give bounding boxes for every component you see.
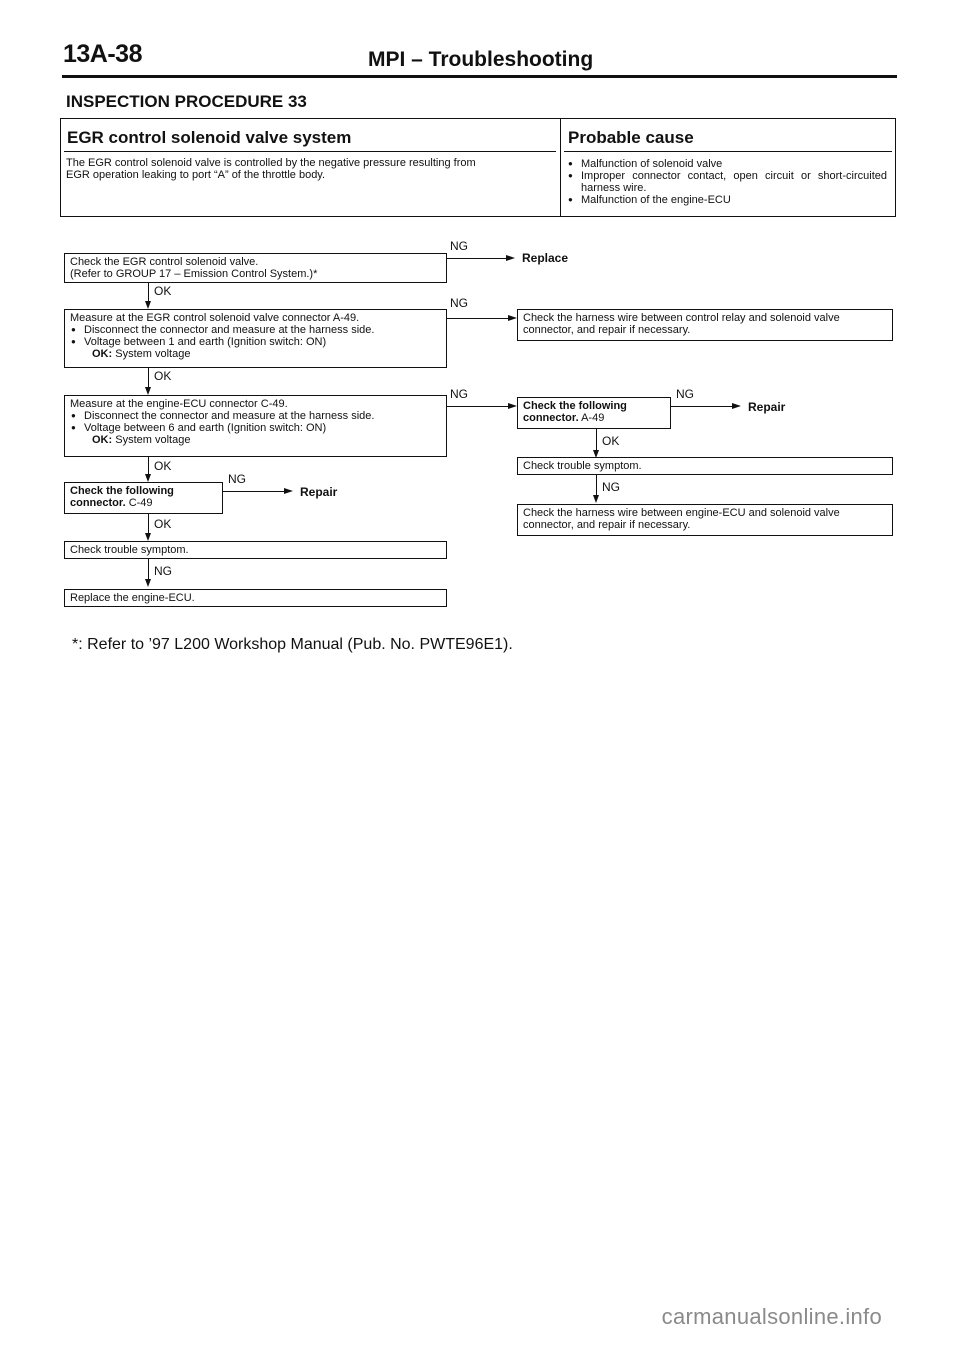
right-final-line1: Check the harness wire between engine-ECU and solenoid valve [523, 507, 840, 519]
step1-ng-result: Replace [522, 251, 569, 265]
step4-ok-connector [148, 514, 149, 534]
page-title: MPI – Troubleshooting [368, 48, 594, 71]
system-description [66, 157, 556, 181]
step4-line1 [70, 485, 217, 497]
step2-bullet: ● Disconnect the connector and measure at the harness side. [70, 324, 441, 336]
right-ng-label: NG [676, 387, 694, 401]
right-check-connector-box [517, 397, 671, 429]
step5-box [64, 541, 447, 559]
right-ok-label: OK [602, 434, 620, 448]
right-trouble-ng-label: NG [602, 480, 620, 494]
page-number: 13A-38 [63, 40, 142, 68]
arrow-right-icon [508, 403, 517, 409]
right-check-line2 [523, 412, 665, 424]
step4-ng-connector [223, 491, 285, 492]
right-final-line2: connector, and repair if necessary. [523, 519, 691, 531]
step6-text: Replace the engine-ECU. [70, 592, 195, 604]
right-ok-connector [596, 429, 597, 450]
arrow-down-icon [145, 474, 151, 482]
step3-ng-connector [447, 406, 509, 407]
step3-ok-criteria [70, 434, 441, 446]
step2-box [64, 309, 447, 368]
right-ng-connector [671, 406, 733, 407]
step2-ok-connector [148, 368, 149, 389]
system-heading-rule [64, 151, 556, 152]
step4-ng-result: Repair [300, 485, 338, 499]
right-final-box [517, 504, 893, 536]
right-connector-id: A-49 [581, 412, 605, 424]
footnote: *: Refer to ’97 L200 Workshop Manual (Pub. No. PWTE96E1). [72, 636, 513, 653]
right-ng-result: Repair [748, 400, 786, 414]
cause-heading: Probable cause [568, 128, 694, 147]
right-check-bold: Check the following [523, 400, 627, 412]
info-table-divider [560, 118, 561, 217]
step3-bullet: ● Disconnect the connector and measure at the harness side. [70, 410, 441, 422]
step4-connector-bold: connector. [70, 497, 126, 509]
step1-ok-connector [148, 283, 149, 303]
step4-line2 [70, 497, 217, 509]
cause-heading-rule [564, 151, 892, 152]
step4-box [64, 482, 223, 514]
system-description-line: EGR operation leaking to port “A” of the throttle body. [66, 169, 326, 181]
step3-ng-label: NG [450, 387, 468, 401]
arrow-right-icon [284, 488, 293, 494]
right-trouble-text: Check trouble symptom. [523, 460, 642, 472]
cause-item: ● Improper connector contact, open circuit or short-circuited harness wire. [567, 170, 887, 194]
header-rule [62, 75, 897, 78]
procedure-title: INSPECTION PROCEDURE 33 [66, 92, 307, 111]
step3-ok-connector [148, 457, 149, 475]
right-connector-bold: connector. [523, 412, 579, 424]
arrow-down-icon [145, 533, 151, 541]
step4-ok-label: OK [154, 517, 172, 531]
right-trouble-ng-connector [596, 475, 597, 496]
step1-box [64, 253, 447, 283]
arrow-down-icon [145, 301, 151, 309]
cause-item: ● Malfunction of solenoid valve [567, 158, 887, 170]
step2-ok-criteria [70, 348, 441, 360]
step1-line1: Check the EGR control solenoid valve. [70, 256, 259, 268]
step2-ok-label: OK [154, 369, 172, 383]
step1-ng-label: NG [450, 239, 468, 253]
step1-ng-connector [447, 258, 507, 259]
step5-ng-label: NG [154, 564, 172, 578]
step5-ng-connector [148, 559, 149, 580]
step2-ng-connector [447, 318, 509, 319]
step2-line1: Measure at the EGR control solenoid valve connector A-49. [70, 312, 360, 324]
step2-ok-value: System voltage [115, 348, 191, 360]
arrow-right-icon [732, 403, 741, 409]
system-heading: EGR control solenoid valve system [67, 128, 352, 147]
step2-bullet: ● Voltage between 1 and earth (Ignition switch: ON) [70, 336, 441, 348]
cause-item: ● Malfunction of the engine-ECU [567, 194, 887, 206]
step4-check-bold: Check the following [70, 485, 174, 497]
step2-ng-line2: connector, and repair if necessary. [523, 324, 691, 336]
step3-line1: Measure at the engine-ECU connector C-49. [70, 398, 288, 410]
step2-ng-label: NG [450, 296, 468, 310]
arrow-down-icon [593, 495, 599, 503]
step6-box [64, 589, 447, 607]
step3-ok-key: OK: [92, 434, 113, 446]
arrow-down-icon [145, 387, 151, 395]
watermark: carmanualsonline.info [661, 1304, 882, 1329]
step5-text: Check trouble symptom. [70, 544, 189, 556]
step3-bullet: ● Voltage between 6 and earth (Ignition switch: ON) [70, 422, 441, 434]
arrow-right-icon [506, 255, 515, 261]
step2-ng-box [517, 309, 893, 341]
step3-box [64, 395, 447, 457]
step4-ng-label: NG [228, 472, 246, 486]
right-check-line1 [523, 400, 665, 412]
system-description-line: The EGR control solenoid valve is controlled by the negative pressure resulting from [66, 157, 476, 169]
arrow-down-icon [145, 579, 151, 587]
step3-ok-label: OK [154, 459, 172, 473]
step4-connector-id: C-49 [128, 497, 153, 509]
step2-ng-line1: Check the harness wire between control relay and solenoid valve [523, 312, 840, 324]
step1-line2: (Refer to GROUP 17 – Emission Control System.)* [70, 268, 318, 280]
step3-ok-value: System voltage [115, 434, 191, 446]
step2-ok-key: OK: [92, 348, 113, 360]
right-trouble-box [517, 457, 893, 475]
cause-list [567, 158, 887, 206]
arrow-right-icon [508, 315, 517, 321]
step1-ok-label: OK [154, 284, 172, 298]
